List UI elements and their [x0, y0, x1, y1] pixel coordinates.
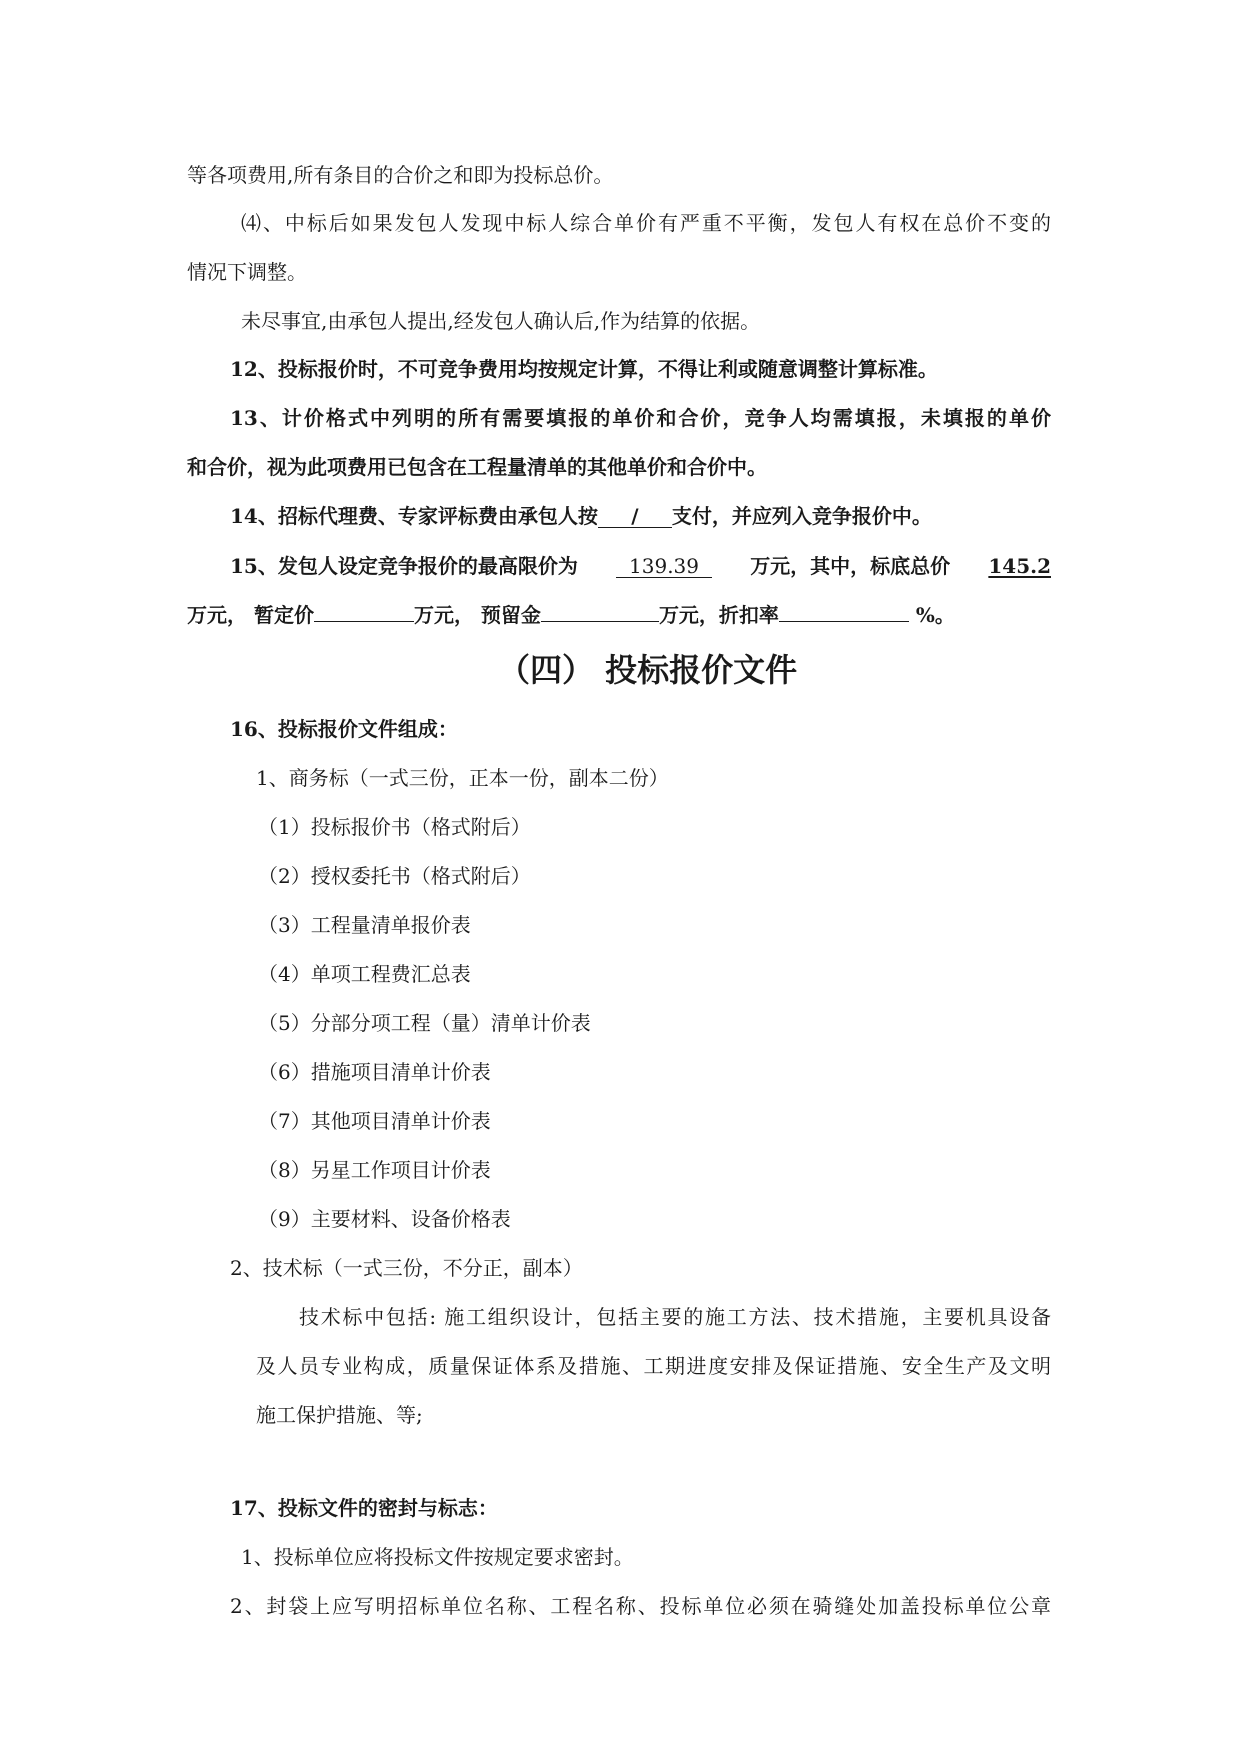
para-item-4-line1: ⑷、中标后如果发包人发现中标人综合单价有严重不平衡，发包人有权在总价不变的: [241, 211, 1051, 235]
commercial-bid-heading: 1、商务标（一式三份，正本一份，副本二份）: [256, 766, 669, 790]
clause-13-line2: 和合价，视为此项费用已包含在工程量清单的其他单价和合价中。: [187, 455, 767, 479]
list-item: （8）另星工作项目计价表: [258, 1158, 491, 1182]
technical-desc-line2: 及人员专业构成，质量保证体系及措施、工期进度安排及保证措施、安全生产及文明: [256, 1354, 1051, 1378]
list-item: （9）主要材料、设备价格表: [258, 1207, 511, 1231]
max-price-value: 139.39: [616, 555, 712, 578]
list-item: （6）措施项目清单计价表: [258, 1060, 491, 1084]
technical-desc-line1: 技术标中包括: 施工组织设计，包括主要的施工方法、技术措施，主要机具设备: [299, 1305, 1051, 1329]
para-continuation: 等各项费用,所有条目的合价之和即为投标总价。: [187, 163, 614, 187]
list-item: （1）投标报价书（格式附后）: [258, 815, 531, 839]
clause-12: 12、投标报价时，不可竞争费用均按规定计算，不得让利或随意调整计算标准。: [230, 357, 938, 381]
list-item: （3）工程量清单报价表: [258, 913, 471, 937]
clause-17: 17、投标文件的密封与标志：: [230, 1496, 498, 1520]
provisional-price-blank: [314, 621, 414, 622]
para-remaining-matters: 未尽事宜,由承包人提出,经发包人确认后,作为结算的依据。: [241, 309, 761, 333]
section-title: （四） 投标报价文件: [498, 651, 798, 689]
reserve-blank: [541, 621, 659, 622]
clause-14: 14、招标代理费、专家评标费由承包人按 / 支付，并应列入竞争报价中。: [230, 504, 932, 528]
clause-15-line1: 15、发包人设定竞争报价的最高限价为 139.39 万元，其中，标底总价 145.2: [230, 554, 1051, 578]
list-item: （4）单项工程费汇总表: [258, 962, 471, 986]
list-item: （5）分部分项工程（量）清单计价表: [258, 1011, 591, 1035]
clause-14-blank: /: [598, 505, 672, 528]
base-price-value: 145.2: [988, 554, 1051, 578]
technical-desc-line3: 施工保护措施、等;: [256, 1403, 423, 1427]
technical-bid-heading: 2、技术标（一式三份，不分正，副本）: [230, 1256, 583, 1280]
clause-13-line1: 13、计价格式中列明的所有需要填报的单价和合价，竞争人均需填报，未填报的单价: [230, 406, 1051, 430]
sealing-item-1: 1、投标单位应将投标文件按规定要求密封。: [241, 1545, 634, 1569]
clause-15-line2: 万元， 暂定价 万元， 预留金 万元，折扣率 %。: [187, 603, 955, 627]
discount-blank: [779, 621, 909, 622]
clause-16: 16、投标报价文件组成：: [230, 717, 458, 741]
list-item: （7）其他项目清单计价表: [258, 1109, 491, 1133]
para-item-4-line2: 情况下调整。: [187, 260, 307, 284]
sealing-item-2: 2、封袋上应写明招标单位名称、工程名称、投标单位必须在骑缝处加盖投标单位公章: [230, 1594, 1051, 1618]
list-item: （2）授权委托书（格式附后）: [258, 864, 531, 888]
